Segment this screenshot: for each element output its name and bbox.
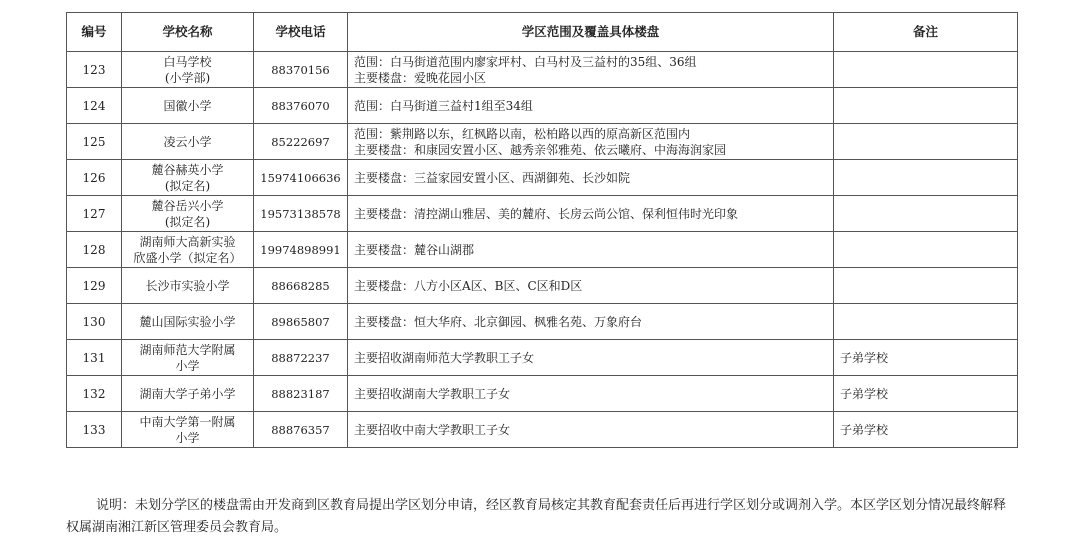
table-row [67, 160, 1018, 196]
cell-school-phone: 15974106636 [254, 160, 348, 196]
school-name-line: 麓山国际实验小学 [139, 314, 236, 329]
zone-scope-line: 范围：白马街道范围内廖家坪村、白马村及三益村的35组、36组 [354, 54, 697, 69]
header-number: 编号 [67, 13, 122, 52]
cell-school-name [122, 232, 254, 268]
cell-school-phone: 88876357 [254, 412, 348, 448]
cell-school-name [122, 196, 254, 232]
zone-scope-line: 主要楼盘：清控湖山雅居、美的麓府、长房云尚公馆、保利恒伟时光印象 [354, 206, 739, 221]
zone-scope-line: 主要楼盘：三益家园安置小区、西湖御苑、长沙如院 [354, 170, 631, 185]
school-name-line: (拟定名) [164, 178, 211, 193]
cell-zone-scope [348, 196, 834, 232]
table-row [67, 268, 1018, 304]
cell-zone-scope [348, 304, 834, 340]
table-row [67, 304, 1018, 340]
school-name-line: 小学 [175, 430, 200, 445]
cell-zone-scope [348, 412, 834, 448]
table-row [67, 232, 1018, 268]
table-row [67, 88, 1018, 124]
header-remarks: 备注 [834, 13, 1018, 52]
school-zone-table [66, 12, 1018, 448]
footnote: 说明：未划分学区的楼盘需由开发商到区教育局提出学区划分申请，经区教育局核定其教育配套责任后再进行学区划分或调剂入学。本区学区划分情况最终解释权属湖南湘江新区管理委员会教育局。 [66, 498, 1007, 535]
cell-school-phone: 19573138578 [254, 196, 348, 232]
cell-zone-scope [348, 160, 834, 196]
cell-zone-scope [348, 376, 834, 412]
cell-remarks [834, 160, 1018, 196]
zone-scope-line: 范围：白马街道三益村1组至34组 [354, 98, 533, 113]
zone-scope-line: 主要楼盘：和康园安置小区、越秀亲邻雅苑、依云曦府、中海海润家园 [354, 142, 727, 157]
cell-zone-scope [348, 340, 834, 376]
cell-school-phone: 19974898991 [254, 232, 348, 268]
cell-remarks: 子弟学校 [834, 376, 1018, 412]
cell-school-name [122, 304, 254, 340]
cell-school-name [122, 88, 254, 124]
cell-zone-scope [348, 124, 834, 160]
cell-remarks: 子弟学校 [834, 412, 1018, 448]
header-school-phone: 学校电话 [254, 13, 348, 52]
school-name-line: (小学部) [164, 70, 211, 85]
cell-number: 125 [67, 124, 122, 160]
school-name-line: 白马学校 [163, 54, 212, 69]
cell-school-phone: 89865807 [254, 304, 348, 340]
cell-number: 133 [67, 412, 122, 448]
cell-number: 129 [67, 268, 122, 304]
school-name-line: 麓谷赫英小学 [151, 162, 224, 177]
school-name-line: 麓谷岳兴小学 [151, 198, 224, 213]
cell-zone-scope [348, 268, 834, 304]
cell-school-name [122, 340, 254, 376]
cell-school-phone: 88370156 [254, 52, 348, 88]
table-row [67, 196, 1018, 232]
cell-school-name [122, 124, 254, 160]
cell-number: 128 [67, 232, 122, 268]
table-row [67, 52, 1018, 88]
zone-scope-line: 主要楼盘：爱晚花园小区 [354, 70, 487, 85]
table-row [67, 124, 1018, 160]
cell-number: 130 [67, 304, 122, 340]
cell-school-name [122, 52, 254, 88]
cell-zone-scope [348, 52, 834, 88]
zone-scope-line: 主要楼盘：麓谷山湖郡 [354, 242, 475, 257]
cell-school-phone: 88376070 [254, 88, 348, 124]
school-name-line: 欣盛小学（拟定名） [133, 250, 242, 265]
cell-number: 132 [67, 376, 122, 412]
school-name-line: 长沙市实验小学 [145, 278, 230, 293]
cell-remarks [834, 124, 1018, 160]
header-zone-scope: 学区范围及覆盖具体楼盘 [348, 13, 834, 52]
table-row [67, 412, 1018, 448]
cell-school-name [122, 376, 254, 412]
school-name-line: 湖南师范大学附属 [139, 342, 236, 357]
school-name-line: (拟定名) [164, 214, 211, 229]
cell-remarks [834, 52, 1018, 88]
cell-remarks [834, 268, 1018, 304]
cell-number: 126 [67, 160, 122, 196]
cell-zone-scope [348, 88, 834, 124]
cell-remarks: 子弟学校 [834, 340, 1018, 376]
cell-remarks [834, 196, 1018, 232]
cell-school-name [122, 160, 254, 196]
zone-scope-line: 主要招收中南大学教职工子女 [354, 422, 511, 437]
cell-number: 127 [67, 196, 122, 232]
cell-number: 124 [67, 88, 122, 124]
zone-scope-line: 范围：紫荆路以东，红枫路以南，松柏路以西的原高新区范围内 [354, 126, 691, 141]
cell-remarks [834, 232, 1018, 268]
table-row [67, 340, 1018, 376]
school-name-line: 湖南大学子弟小学 [139, 386, 236, 401]
cell-school-name [122, 268, 254, 304]
school-name-line: 小学 [175, 358, 200, 373]
school-name-line: 中南大学第一附属 [139, 414, 236, 429]
cell-school-phone: 88823187 [254, 376, 348, 412]
cell-number: 123 [67, 52, 122, 88]
cell-remarks [834, 88, 1018, 124]
zone-scope-line: 主要招收湖南大学教职工子女 [354, 386, 511, 401]
cell-school-phone: 88872237 [254, 340, 348, 376]
table-body [67, 52, 1018, 448]
cell-number: 131 [67, 340, 122, 376]
table-row [67, 376, 1018, 412]
table-header-row [67, 13, 1018, 52]
zone-scope-line: 主要楼盘：八方小区A区、B区、C区和D区 [354, 278, 583, 293]
cell-remarks [834, 304, 1018, 340]
zone-scope-line: 主要楼盘：恒大华府、北京御园、枫雅名苑、万象府台 [354, 314, 643, 329]
school-name-line: 国徽小学 [163, 98, 212, 113]
school-name-line: 凌云小学 [163, 134, 212, 149]
cell-zone-scope [348, 232, 834, 268]
header-school-name: 学校名称 [122, 13, 254, 52]
zone-scope-line: 主要招收湖南师范大学教职工子女 [354, 350, 535, 365]
school-name-line: 湖南师大高新实验 [139, 234, 236, 249]
cell-school-name [122, 412, 254, 448]
cell-school-phone: 85222697 [254, 124, 348, 160]
cell-school-phone: 88668285 [254, 268, 348, 304]
